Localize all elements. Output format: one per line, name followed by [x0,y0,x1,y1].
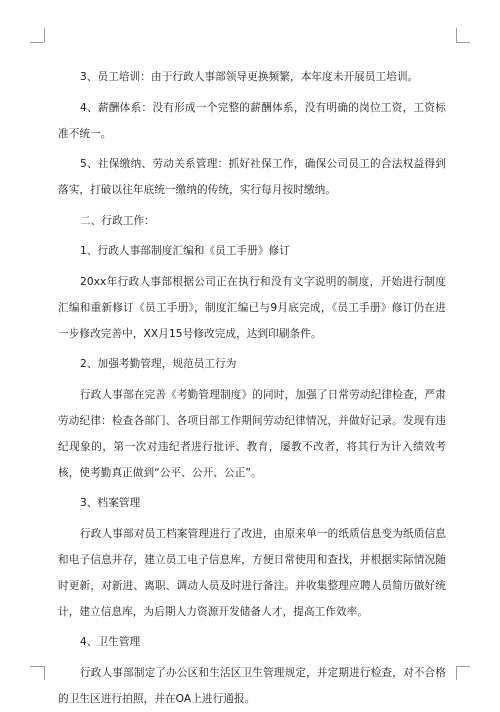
crop-mark-top-right-v [456,28,457,42]
paragraph-archives: 行政人事部对员工档案管理进行了改进，由原来单一的纸质信息变为纸质信息和电子信息并存，建立员工电子信息库，方便日常使用和查找，并根据实际情况随时更新，对新进、离职、调动人员及时进行备注。并收集整理应聘人员简历做好统计，建立信息库，为后期人力资源开发储备人才，提高工作效率。 [58,527,446,618]
crop-mark-bottom-left-v [44,666,45,680]
paragraph-staff-training: 3、员工培训：由于行政人事部领导更换频繁，本年度未开展员工培训。 [80,71,419,83]
section-heading-admin-work: 二、行政工作： [80,214,155,227]
paragraph-social-security: 5、社保缴纳、劳动关系管理：抓好社保工作，确保公司员工的合法权益得到落实，打破以往年底统一缴纳的传统，实行每月按时缴纳。 [58,158,446,196]
crop-mark-bottom-right-v [456,666,457,680]
subheading-attendance: 2、加强考勤管理，规范员工行为 [80,358,237,370]
paragraph-attendance: 行政人事部在完善《考勤管理制度》的同时，加强了日常劳动纪律检查，严肃劳动纪律：检查各部门、各项目部工作期间劳动纪律情况，并做好记录。发现有违纪现象的，第一次对违纪者进行批评、教育，屡教不改者，将其行为计入绩效考核，使考勤真正做到“公平、公开、公正”。 [58,388,446,479]
paragraph-salary-system: 4、薪酬体系：没有形成一个完整的薪酬体系，没有明确的岗位工资，工资标准不统一。 [58,101,446,140]
paragraph-handbook: 20xx年行政人事部根据公司正在执行和没有文字说明的制度，开始进行制度汇编和重新修订《员工手册》，制度汇编已与9月底完成，《员工手册》修订仍在进一步修改完善中，XX月15号修改完成，达到印刷条件。 [58,275,446,340]
crop-mark-top-left-v [44,28,45,42]
document-body [58,64,446,712]
crop-mark-top-right-h [456,42,470,43]
crop-mark-bottom-right-h [456,666,470,667]
subheading-archives: 3、档案管理 [80,497,141,509]
crop-mark-bottom-left-h [30,666,44,667]
subheading-hygiene: 4、卫生管理 [80,636,141,648]
paragraph-hygiene: 行政人事部制定了办公区和生活区卫生管理规定，并定期进行检查，对不合格的卫生区进行拍照，并在OA上进行通报。 [58,666,446,705]
subheading-handbook: 1、行政人事部制度汇编和《员工手册》修订 [80,245,291,257]
crop-mark-top-left-h [30,42,44,43]
